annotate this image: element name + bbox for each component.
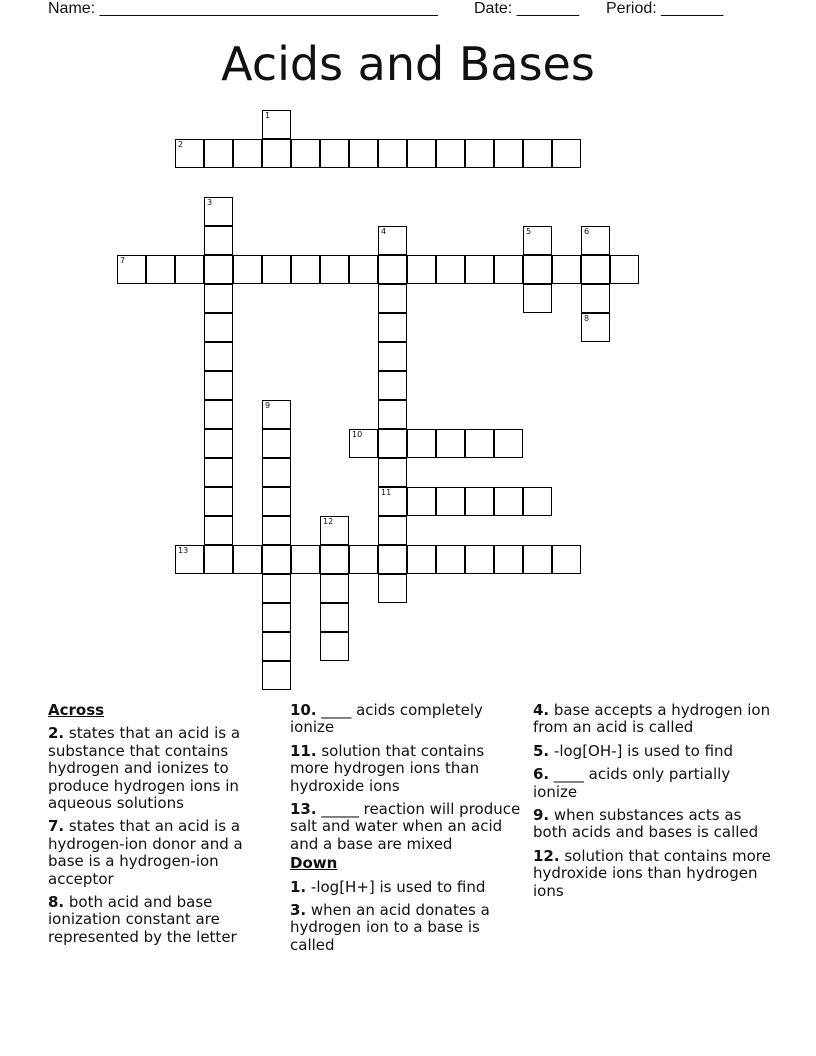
clue-item xyxy=(290,879,526,896)
clue-text: solution that contains more hydrogen ions than hydroxide ions xyxy=(290,741,485,795)
crossword-cell[interactable] xyxy=(204,545,233,574)
clue-text: -log[H+] is used to find xyxy=(306,877,486,896)
crossword-cell[interactable] xyxy=(262,632,291,661)
clue-item xyxy=(290,902,526,954)
clue-number: 5 xyxy=(526,227,532,236)
date-field: Date: _______ xyxy=(474,0,579,17)
clue-text: -log[OH-] is used to find xyxy=(549,741,734,760)
clue-text: _____ reaction will produce salt and water when an acid and a base are mixed xyxy=(290,800,521,853)
crossword-cell[interactable] xyxy=(262,255,291,284)
period-field: Period: _______ xyxy=(606,0,724,17)
page-title: Acids and Bases xyxy=(221,37,595,91)
crossword-cell[interactable] xyxy=(581,284,610,313)
clue-item xyxy=(533,848,773,900)
clue-text: states that an acid is a hydrogen-ion donor and a base is a hydrogen-ion acceptor xyxy=(48,817,243,888)
clue-number-label: 7. xyxy=(48,817,65,836)
crossword-cell[interactable] xyxy=(349,545,378,574)
clue-text: both acid and base ionization constant are represented by the letter xyxy=(48,893,237,946)
clue-item xyxy=(533,702,773,737)
clue-number-label: 12. xyxy=(533,846,560,865)
clue-number-label: 10. xyxy=(290,701,317,719)
crossword-cell[interactable] xyxy=(378,313,407,342)
crossword-cell[interactable] xyxy=(436,255,465,284)
clue-text: states that an acid is a substance that contains hydrogen and ionizes to produce hydrogen ions in aqueous solutions xyxy=(48,724,241,813)
across-heading: Across xyxy=(48,701,105,719)
crossword-cell[interactable] xyxy=(494,429,523,458)
crossword-cell[interactable] xyxy=(204,516,233,545)
crossword-cell[interactable] xyxy=(523,226,552,255)
crossword-cell[interactable] xyxy=(552,139,581,168)
crossword-cell[interactable] xyxy=(204,342,233,371)
crossword-cell[interactable] xyxy=(320,603,349,632)
crossword-cell[interactable] xyxy=(349,255,378,284)
crossword-cell[interactable] xyxy=(581,313,610,342)
clue-number-label: 13. xyxy=(290,800,317,819)
crossword-cell[interactable] xyxy=(436,139,465,168)
crossword-cell[interactable] xyxy=(494,545,523,574)
crossword-cell[interactable] xyxy=(523,284,552,313)
crossword-cell[interactable] xyxy=(523,545,552,574)
clue-number-label: 5. xyxy=(533,741,550,760)
crossword-cell[interactable] xyxy=(378,284,407,313)
crossword-cell[interactable] xyxy=(378,400,407,429)
crossword-cell[interactable] xyxy=(233,255,262,284)
clues-column-1 xyxy=(48,702,274,952)
crossword-cell[interactable] xyxy=(523,487,552,516)
clue-number: 13 xyxy=(178,546,189,555)
crossword-cell[interactable] xyxy=(407,545,436,574)
crossword-cell[interactable] xyxy=(204,197,233,226)
clue-number: 8 xyxy=(584,314,590,323)
clue-number: 7 xyxy=(120,256,126,265)
clues-column-2 xyxy=(290,702,526,960)
crossword-cell[interactable] xyxy=(378,429,407,458)
clue-item xyxy=(533,743,773,760)
crossword-cell[interactable] xyxy=(581,255,610,284)
clue-number: 3 xyxy=(207,198,213,207)
crossword-cell[interactable] xyxy=(204,255,233,284)
crossword-cell[interactable] xyxy=(262,661,291,690)
crossword-cell[interactable] xyxy=(349,139,378,168)
crossword-cell[interactable] xyxy=(552,545,581,574)
crossword-cell[interactable] xyxy=(204,284,233,313)
clue-number-label: 6. xyxy=(533,765,550,784)
clue-number-label: 1. xyxy=(290,877,307,896)
crossword-cell[interactable] xyxy=(378,574,407,603)
crossword-cell[interactable] xyxy=(204,458,233,487)
clue-number: 4 xyxy=(381,227,387,236)
crossword-cell[interactable] xyxy=(581,226,610,255)
crossword-cell[interactable] xyxy=(407,429,436,458)
clue-item xyxy=(290,743,526,795)
clue-text: solution that contains more hydroxide ions than hydrogen ions xyxy=(533,846,771,900)
crossword-cell[interactable] xyxy=(320,545,349,574)
down-heading: Down xyxy=(290,854,338,873)
clue-item xyxy=(48,818,274,888)
clue-text: ____ acids completely ionize xyxy=(290,701,483,737)
crossword-cell[interactable] xyxy=(407,139,436,168)
clue-number: 2 xyxy=(178,140,184,149)
crossword-cell[interactable] xyxy=(320,632,349,661)
crossword-cell[interactable] xyxy=(117,255,146,284)
crossword-cell[interactable] xyxy=(523,139,552,168)
crossword-cell[interactable] xyxy=(204,313,233,342)
crossword-cell[interactable] xyxy=(262,516,291,545)
crossword-cell[interactable] xyxy=(204,371,233,400)
clue-number: 1 xyxy=(265,111,271,120)
clue-text: when substances acts as both acids and bases is called xyxy=(533,806,759,842)
crossword-cell[interactable] xyxy=(494,487,523,516)
crossword-cell[interactable] xyxy=(436,429,465,458)
clue-item xyxy=(533,766,773,801)
crossword-cell[interactable] xyxy=(378,487,407,516)
clue-number: 11 xyxy=(381,488,392,497)
clue-text: when an acid donates a hydrogen ion to a base is called xyxy=(290,901,490,954)
clues-column-3 xyxy=(533,702,773,906)
crossword-cell[interactable] xyxy=(378,516,407,545)
crossword-cell[interactable] xyxy=(291,139,320,168)
clue-number-label: 8. xyxy=(48,893,65,912)
crossword-cell[interactable] xyxy=(465,487,494,516)
clue-text: base accepts a hydrogen ion from an acid is called xyxy=(533,701,771,737)
crossword-cell[interactable] xyxy=(465,255,494,284)
crossword-cell[interactable] xyxy=(494,255,523,284)
clue-number-label: 4. xyxy=(533,701,550,719)
clue-number: 10 xyxy=(352,430,363,439)
name-field: Name: ______________________________________ xyxy=(48,0,438,17)
crossword-cell[interactable] xyxy=(320,139,349,168)
crossword-cell[interactable] xyxy=(233,139,262,168)
crossword-cell[interactable] xyxy=(262,574,291,603)
crossword-cell[interactable] xyxy=(204,226,233,255)
crossword-cell[interactable] xyxy=(320,574,349,603)
crossword-cell[interactable] xyxy=(436,545,465,574)
clue-number: 6 xyxy=(584,227,590,236)
crossword-cell[interactable] xyxy=(175,545,204,574)
crossword-cell[interactable] xyxy=(436,487,465,516)
crossword-cell[interactable] xyxy=(378,342,407,371)
clue-number: 9 xyxy=(265,401,271,410)
crossword-cell[interactable] xyxy=(378,139,407,168)
crossword-cell[interactable] xyxy=(175,255,204,284)
crossword-cell[interactable] xyxy=(262,400,291,429)
crossword-cell[interactable] xyxy=(175,139,204,168)
crossword-cell[interactable] xyxy=(262,139,291,168)
crossword-cell[interactable] xyxy=(204,429,233,458)
crossword-cell[interactable] xyxy=(262,458,291,487)
crossword-cell[interactable] xyxy=(465,139,494,168)
crossword-cell[interactable] xyxy=(349,429,378,458)
crossword-cell[interactable] xyxy=(146,255,175,284)
crossword-cell[interactable] xyxy=(378,226,407,255)
clue-number-label: 11. xyxy=(290,741,317,760)
crossword-cell[interactable] xyxy=(378,255,407,284)
clue-number-label: 9. xyxy=(533,806,550,825)
clue-number: 12 xyxy=(323,517,334,526)
crossword-cell[interactable] xyxy=(233,545,262,574)
crossword-cell[interactable] xyxy=(552,255,581,284)
clue-number-label: 3. xyxy=(290,901,307,920)
crossword-cell[interactable] xyxy=(262,487,291,516)
crossword-cell[interactable] xyxy=(291,255,320,284)
clue-text: ____ acids only partially ionize xyxy=(533,765,731,801)
crossword-cell[interactable] xyxy=(262,545,291,574)
crossword-cell[interactable] xyxy=(407,487,436,516)
crossword-cell[interactable] xyxy=(378,545,407,574)
crossword-cell[interactable] xyxy=(262,429,291,458)
crossword-cell[interactable] xyxy=(378,458,407,487)
clue-item xyxy=(290,702,526,737)
crossword-cell[interactable] xyxy=(262,603,291,632)
crossword-cell[interactable] xyxy=(204,487,233,516)
crossword-cell[interactable] xyxy=(291,545,320,574)
crossword-cell[interactable] xyxy=(465,429,494,458)
crossword-cell[interactable] xyxy=(204,400,233,429)
crossword-cell[interactable] xyxy=(204,139,233,168)
clue-item xyxy=(533,807,773,842)
clue-number-label: 2. xyxy=(48,724,65,743)
crossword-cell[interactable] xyxy=(320,516,349,545)
crossword-cell[interactable] xyxy=(523,255,552,284)
crossword-cell[interactable] xyxy=(262,110,291,139)
clue-item xyxy=(290,801,526,853)
crossword-cell[interactable] xyxy=(407,255,436,284)
crossword-cell[interactable] xyxy=(465,545,494,574)
clue-item xyxy=(48,725,274,812)
crossword-cell[interactable] xyxy=(494,139,523,168)
crossword-cell[interactable] xyxy=(378,371,407,400)
crossword-cell[interactable] xyxy=(610,255,639,284)
crossword-cell[interactable] xyxy=(320,255,349,284)
clue-item xyxy=(48,894,274,946)
